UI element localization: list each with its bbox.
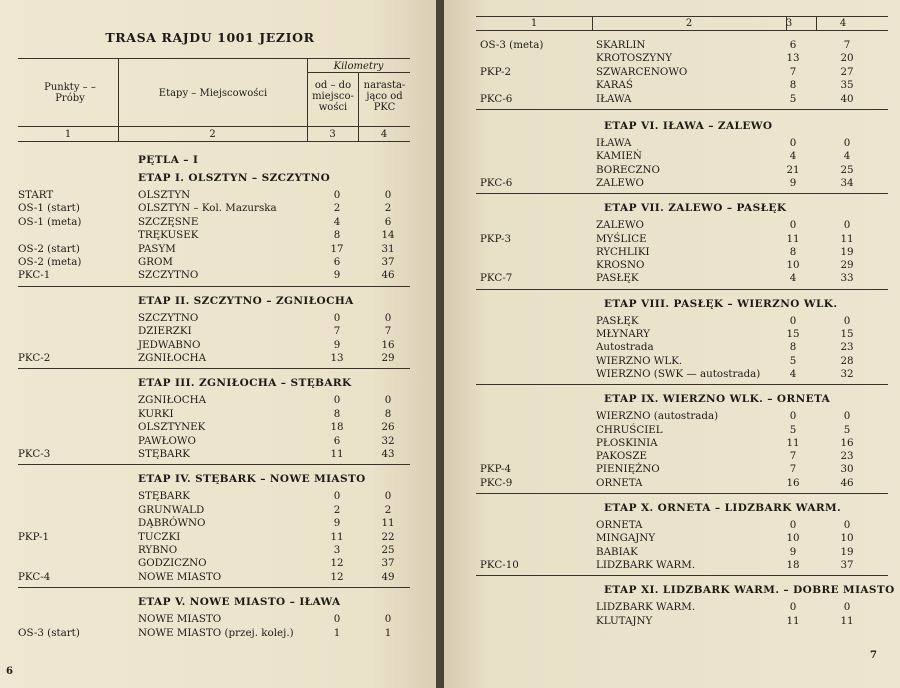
km-cumulative: 2 [384,202,392,215]
route-point: PKP-3 [480,232,512,245]
km-cumulative: 29 [381,352,395,364]
route-place: BABIAK [596,545,638,558]
route-place: OLSZTYNEK [138,421,206,434]
route-place: Autostrada [596,341,654,354]
route-place: RYBNO [138,544,178,556]
km-segment: 12 [330,557,344,570]
km-cumulative: 46 [381,269,395,282]
km-cumulative: 34 [840,176,854,189]
route-point: START [18,189,54,201]
km-segment: 9 [789,545,797,558]
route-place: MYŚLICE [596,232,647,245]
stage-title: ETAP XI. LIDZBARK WARM. – DOBRE MIASTO [604,584,895,597]
route-point: OS-1 (meta) [18,215,82,228]
km-cumulative: 2 [384,503,392,516]
stage-title: ETAP III. ZGNIŁOCHA – STĘBARK [138,377,352,390]
km-cumulative: 31 [381,242,395,255]
page-number-right: 7 [870,650,877,661]
route-place: ORNETA [596,476,643,489]
stage-title: ETAP VI. IŁAWA – ZALEWO [604,120,773,132]
km-segment: 9 [333,269,341,282]
loop-label: PĘTLA – I [138,154,199,166]
route-point: PKP-4 [480,463,512,476]
km-segment: 11 [330,448,344,460]
route-place: IŁAWA [596,137,632,149]
km-segment: 0 [333,189,341,201]
header-km-segment: od – do miejsco- wości [312,80,354,113]
km-cumulative: 0 [843,519,851,531]
km-cumulative: 5 [843,423,851,436]
section-rule [476,109,888,110]
route-point: PKC-3 [18,448,51,460]
section-rule [18,286,410,287]
section-rule [476,493,888,494]
km-cumulative: 32 [840,367,854,380]
km-segment: 18 [330,421,344,434]
route-point: OS-1 (start) [18,202,80,215]
km-segment: 16 [786,476,800,489]
km-cumulative: 49 [381,570,395,583]
route-place: NOWE MIASTO [138,613,222,626]
route-place: KAMIEŃ [596,150,642,163]
km-cumulative: 6 [384,215,392,228]
km-segment: 11 [330,530,344,543]
route-place: ZGNIŁOCHA [138,394,207,407]
route-point: OS-3 (start) [18,626,80,639]
km-segment: 0 [789,519,797,531]
km-cumulative: 0 [384,189,392,201]
km-segment: 5 [789,92,797,105]
route-point: PKC-10 [480,558,519,571]
route-place: PIENIĘŻNO [596,463,660,476]
header-top-rule [18,58,410,59]
route-point: PKC-4 [18,570,51,583]
km-segment: 10 [786,259,800,272]
route-place: STĘBARK [138,448,190,460]
header-col-number: 4 [839,18,847,29]
route-place: PASYM [138,242,176,255]
book-gutter [436,0,444,688]
header-top-rule [476,16,888,17]
km-cumulative: 33 [840,272,854,285]
km-segment: 0 [333,613,341,626]
route-place: CHRUŚCIEL [596,423,663,436]
header-stages: Etapy – Miejscowości [158,88,268,99]
header-col-number: 3 [329,129,336,140]
route-place: NOWE MIASTO [138,570,222,583]
route-place: ORNETA [596,519,643,531]
km-segment: 7 [789,463,797,476]
km-cumulative: 7 [384,325,392,338]
route-place: ZALEWO [596,219,644,232]
km-cumulative: 28 [840,354,854,367]
km-cumulative: 11 [840,614,854,627]
km-cumulative: 0 [843,219,851,232]
route-point: PKP-2 [480,65,512,78]
km-segment: 11 [786,614,800,627]
km-cumulative: 10 [840,532,854,545]
km-segment: 2 [333,503,341,516]
header-bottom-rule [476,30,888,31]
route-point: PKC-2 [18,352,51,364]
km-cumulative: 35 [840,79,854,92]
section-rule [476,193,888,194]
km-segment: 8 [333,229,341,242]
route-place: LIDZBARK WARM. [596,601,696,614]
header-col-number: 4 [380,129,388,140]
route-point: OS-2 (meta) [18,256,82,268]
route-place: KROTOSZYNY [596,52,673,65]
km-segment: 6 [333,434,341,447]
km-segment: 8 [333,407,341,420]
route-place: TUCZKI [138,530,181,543]
route-place: WIERZNO (autostrada) [596,410,719,423]
km-segment: 11 [786,232,800,245]
km-cumulative: 11 [381,517,395,530]
km-cumulative: 22 [381,530,395,543]
km-segment: 7 [789,65,797,78]
km-cumulative: 23 [840,450,854,463]
km-cumulative: 40 [840,92,854,105]
route-place: TRĘKUSEK [138,229,199,242]
km-cumulative: 0 [843,410,851,423]
section-rule [476,289,888,290]
km-segment: 12 [330,570,344,583]
header-col-number: 2 [685,18,693,29]
km-segment: 4 [789,150,797,163]
route-place: PAKOSZE [596,450,648,463]
km-segment: 18 [786,558,800,571]
document-title: TRASA RAJDU 1001 JEZIOR [105,30,315,45]
route-place: STĘBARK [138,490,190,503]
km-segment: 0 [333,394,341,407]
km-cumulative: 46 [840,476,854,489]
route-place: SZCZYTNO [138,269,199,282]
route-place: SKARLIN [596,39,646,51]
km-segment: 9 [789,176,797,189]
km-cumulative: 37 [840,558,854,571]
km-cumulative: 25 [381,544,395,556]
km-cumulative: 0 [843,314,851,327]
section-rule [476,575,888,576]
km-segment: 0 [789,314,797,327]
route-place: WIERZNO WLK. [596,354,683,367]
km-segment: 0 [789,601,797,614]
header-col-number: 1 [530,18,538,29]
km-segment: 3 [333,544,341,556]
km-segment: 6 [333,256,341,268]
km-cumulative: 37 [381,256,395,268]
page-number-left: 6 [6,666,13,677]
header-kilometry: Kilometry [333,61,384,72]
km-cumulative: 29 [840,259,854,272]
stage-title: ETAP VIII. PASŁĘK – WIERZNO WLK. [604,297,838,310]
route-place: WIERZNO (SWK — autostrada) [596,367,761,380]
km-cumulative: 37 [381,557,395,570]
km-cumulative: 8 [384,407,392,420]
km-segment: 15 [786,328,800,340]
route-place: BORECZNO [596,163,660,176]
route-point: OS-3 (meta) [480,39,544,51]
km-segment: 8 [789,79,797,92]
km-cumulative: 0 [384,311,392,324]
route-place: KLUTAJNY [596,614,653,627]
km-cumulative: 16 [381,338,395,351]
stage-title: ETAP X. ORNETA – LIDZBARK WARM. [604,502,842,514]
km-segment: 6 [789,39,797,51]
route-place: IŁAWA [596,92,632,105]
km-segment: 7 [789,450,797,463]
km-segment: 0 [789,410,797,423]
stage-title: ETAP II. SZCZYTNO – ZGNIŁOCHA [138,294,354,307]
route-place: ZGNIŁOCHA [138,352,207,364]
route-point: PKC-6 [480,92,513,105]
route-place: PASŁĘK [596,314,639,327]
km-segment: 1 [333,626,341,639]
km-cumulative: 19 [840,545,854,558]
km-cumulative: 19 [840,245,854,258]
km-segment: 8 [789,341,797,354]
route-place: GODZICZNO [138,557,207,570]
route-place: KURKI [138,407,174,420]
route-place: MINGAJNY [596,532,656,545]
header-bottom-rule [18,141,410,142]
km-segment: 13 [330,352,344,364]
route-point: PKP-1 [18,530,50,543]
stage-title: ETAP I. OLSZTYN – SZCZYTNO [138,172,331,184]
route-point: PKC-7 [480,272,513,285]
route-place: GRUNWALD [138,503,205,516]
km-segment: 0 [789,137,797,149]
km-segment: 5 [789,423,797,436]
route-place: NOWE MIASTO (przej. kolej.) [138,626,294,639]
section-rule [18,368,410,369]
km-segment: 7 [333,325,341,338]
route-place: MŁYNARY [596,328,650,340]
km-segment: 0 [333,490,341,503]
km-segment: 0 [789,219,797,232]
km-segment: 2 [333,202,341,215]
km-cumulative: 20 [840,52,854,65]
route-place: SZWARCENOWO [596,65,688,78]
col-divider [816,16,817,30]
stage-title: ETAP IX. WIERZNO WLK. – ORNETA [604,393,831,406]
km-cumulative: 30 [840,463,854,476]
section-rule [18,464,410,465]
left-page [0,0,436,688]
km-segment: 9 [333,517,341,530]
route-place: OLSZTYN – Kol. Mazurska [138,202,277,215]
route-place: DZIERZKI [138,325,192,338]
km-cumulative: 7 [843,39,851,51]
header-points: Punkty – – Próby [44,82,96,104]
section-rule [18,587,410,588]
km-segment: 4 [789,272,797,285]
km-segment: 8 [789,245,797,258]
km-cumulative: 27 [840,65,854,78]
route-place: RYCHLIKI [596,245,650,258]
route-place: KARAŚ [596,79,633,92]
km-segment: 13 [786,52,800,65]
right-page [444,0,900,688]
km-segment: 17 [330,242,344,255]
route-place: SZCZĘSNE [138,215,199,228]
km-segment: 5 [789,354,797,367]
km-cumulative: 25 [840,163,854,176]
km-cumulative: 0 [384,613,392,626]
route-place: KROSNO [596,259,645,272]
stage-title: ETAP VII. ZALEWO – PASŁĘK [604,202,787,215]
km-cumulative: 11 [840,232,854,245]
km-cumulative: 0 [843,601,851,614]
route-place: LIDZBARK WARM. [596,558,696,571]
header-km-cumulative: narasta- jąco od PKC [363,80,406,113]
km-cumulative: 0 [384,490,392,503]
route-point: OS-2 (start) [18,242,80,255]
km-segment: 4 [789,367,797,380]
km-segment: 21 [786,163,800,176]
km-cumulative: 23 [840,341,854,354]
km-cumulative: 4 [843,150,851,163]
km-cumulative: 32 [381,434,395,447]
route-place: ZALEWO [596,176,644,189]
km-segment: 10 [786,532,800,545]
km-cumulative: 26 [381,421,395,434]
header-col-number: 3 [785,18,793,29]
header-col-number: 1 [64,129,72,140]
route-point: PKC-9 [480,476,513,489]
route-place: OLSZTYN [138,189,191,201]
km-cumulative: 15 [840,328,854,340]
header-col-number: 2 [209,129,216,140]
route-place: PAWŁOWO [138,434,196,447]
route-place: JEDWABNO [138,338,201,351]
route-place: PŁOSKINIA [596,436,658,449]
route-place: PASŁĘK [596,272,639,285]
route-point: PKC-6 [480,176,513,189]
km-cumulative: 0 [384,394,392,407]
route-place: SZCZYTNO [138,311,199,324]
km-cumulative: 0 [843,137,851,149]
km-segment: 4 [333,215,341,228]
km-cumulative: 43 [381,448,395,460]
km-segment: 11 [786,436,800,449]
km-segment: 0 [333,311,341,324]
km-cumulative: 16 [840,436,854,449]
header-mid-rule [18,126,410,127]
stage-title: ETAP V. NOWE MIASTO – IŁAWA [138,596,341,609]
km-cumulative: 1 [384,626,392,639]
route-point: PKC-1 [18,269,51,282]
stage-title: ETAP IV. STĘBARK – NOWE MIASTO [138,473,366,486]
km-cumulative: 14 [381,229,395,242]
section-rule [476,384,888,385]
km-segment: 9 [333,338,341,351]
route-place: DĄBRÓWNO [138,517,206,530]
route-place: GROM [138,256,173,268]
